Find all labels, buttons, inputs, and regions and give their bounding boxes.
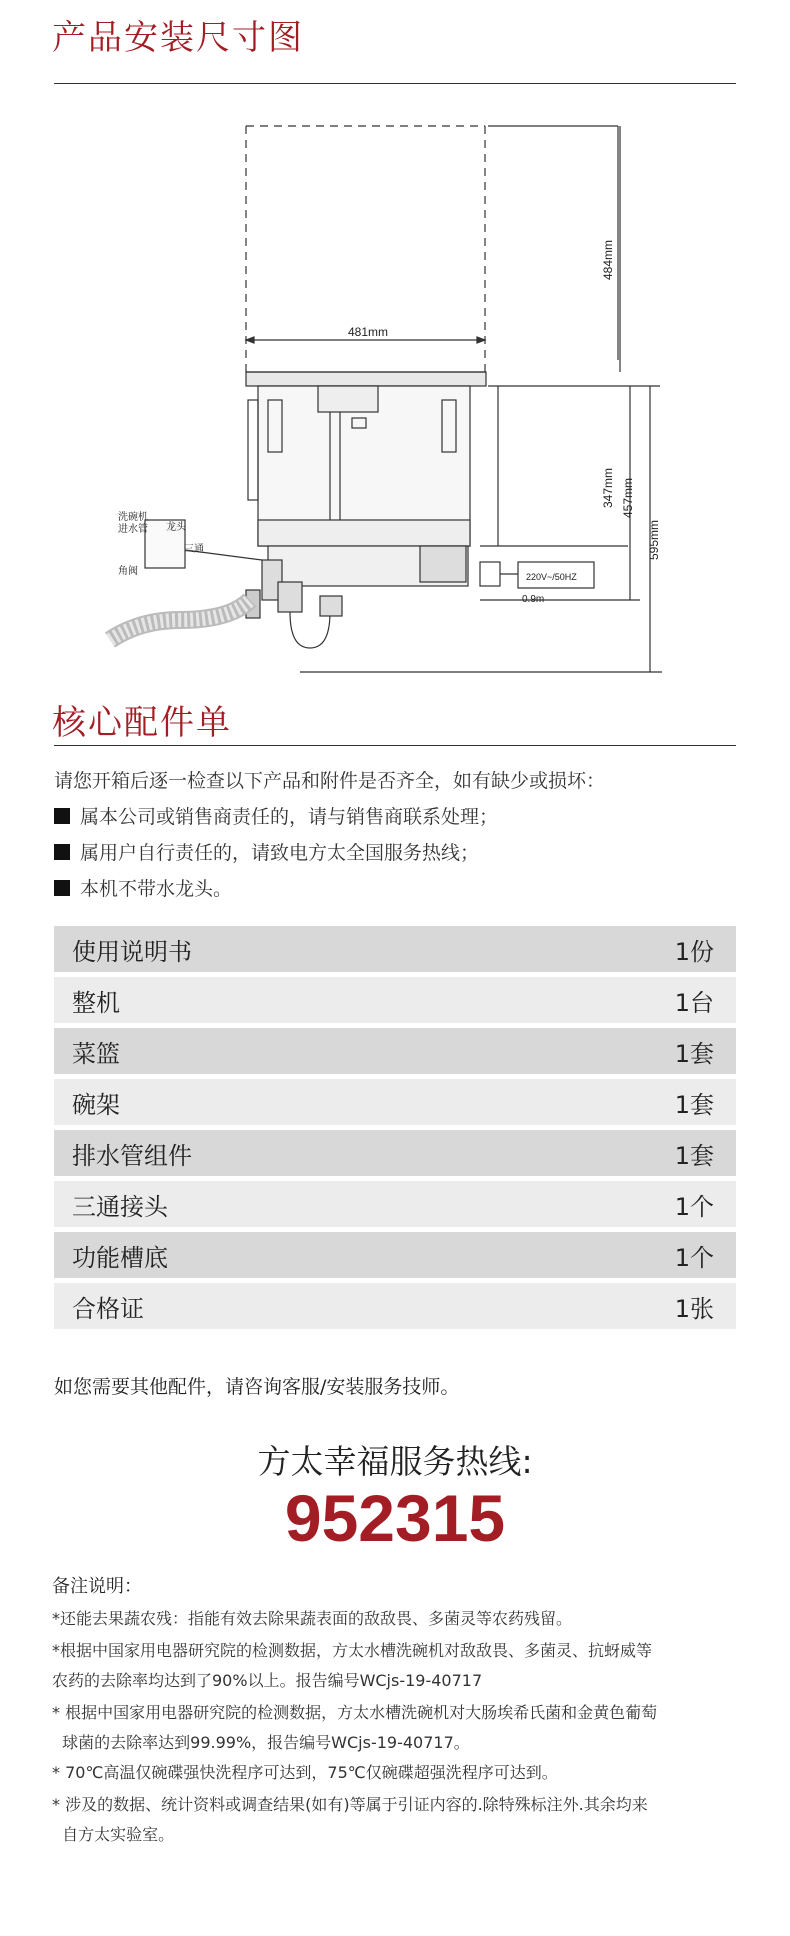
table-row: 排水管组件 1套 — [54, 1130, 736, 1176]
section-title-dimensions: 产品安装尺寸图 — [52, 18, 304, 58]
hotline-number: 952315 — [284, 1481, 506, 1555]
table-row: 使用说明书 1份 — [54, 926, 736, 972]
title-rule — [54, 83, 736, 84]
table-row: 合格证 1张 — [54, 1283, 736, 1329]
note-line: 农药的去除率均达到了90%以上。报告编号WCjs-19-40717 — [52, 1671, 483, 1690]
note-line: 球菌的去除率达到99.99%，报告编号WCjs-19-40717。 — [52, 1733, 470, 1752]
table-row: 整机 1台 — [54, 977, 736, 1023]
accessories-rule — [54, 745, 736, 746]
bullet-item: 属用户自行责任的，请致电方太全国服务热线； — [54, 838, 479, 865]
table-row: 菜篮 1套 — [54, 1028, 736, 1074]
power-label: 220V~/50HZ — [526, 572, 577, 582]
note-line: * 根据中国家用电器研究院的检测数据，方太水槽洗碗机对大肠埃希氏菌和金黄色葡萄 — [52, 1703, 658, 1722]
bullet-item: 属本公司或销售商责任的，请与销售商联系处理； — [54, 802, 498, 829]
table-row: 功能槽底 1个 — [54, 1232, 736, 1278]
svg-text:进水管: 进水管 — [118, 524, 148, 535]
notes-title: 备注说明： — [52, 1576, 142, 1597]
callout-tee: 三通 — [184, 544, 204, 555]
table-row: 碗架 1套 — [54, 1079, 736, 1125]
installation-diagram — [0, 100, 790, 700]
callout-inlet: 洗碗机 — [118, 512, 148, 523]
dim-457: 457mm — [621, 477, 635, 518]
section-title-accessories: 核心配件单 — [52, 703, 232, 743]
dim-484: 484mm — [601, 239, 615, 280]
note-line: 自方太实验室。 — [52, 1825, 175, 1844]
note-line: *根据中国家用电器研究院的检测数据，方太水槽洗碗机对敌敌畏、多菌灵、抗蚜威等 — [52, 1641, 653, 1660]
callout-valve: 角阀 — [118, 566, 138, 577]
cord-length: 0.9m — [522, 594, 545, 605]
dim-595: 595mm — [647, 519, 661, 560]
bullet-square-icon — [54, 880, 70, 896]
note-line: * 涉及的数据、统计资料或调查结果(如有)等属于引证内容的.除特殊标注外.其余均来 — [52, 1795, 648, 1814]
dim-347: 347mm — [601, 467, 615, 508]
hotline-label: 方太幸福服务热线: — [257, 1442, 533, 1481]
table-row: 三通接头 1个 — [54, 1181, 736, 1227]
callout-faucet: 龙头 — [166, 522, 186, 533]
accessories-intro: 请您开箱后逐一检查以下产品和附件是否齐全，如有缺少或损坏： — [54, 770, 606, 792]
note-line: * 70℃高温仅碗碟强快洗程序可达到，75℃仅碗碟超强洗程序可达到。 — [52, 1763, 558, 1782]
bullet-square-icon — [54, 844, 70, 860]
accessories-table — [54, 926, 736, 1334]
other-accessories-note: 如您需要其他配件，请咨询客服/安装服务技师。 — [54, 1376, 460, 1398]
bullet-square-icon — [54, 808, 70, 824]
dim-width: 481mm — [348, 325, 389, 339]
note-line: *还能去果蔬农残：指能有效去除果蔬表面的敌敌畏、多菌灵等农药残留。 — [52, 1609, 573, 1628]
bullet-item: 本机不带水龙头。 — [54, 874, 232, 901]
